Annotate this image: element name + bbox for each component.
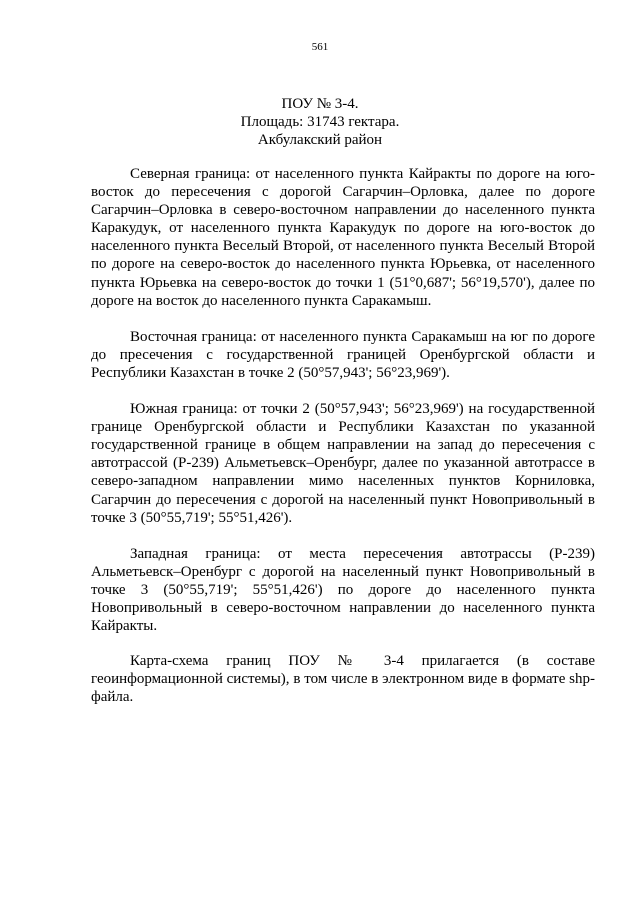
north-boundary-paragraph: Северная граница: от населенного пункта Кайракты по дороге на юго-восток до пересечения с дорогой Сагарчин–Орловка, далее по дороге Сагарчин–Орловка в северо-восточном направлении до населенного пункта Каракудук, от населенного пункта Каракудук по дороге на юго-восток до населенного пункта Веселый Второй, от населенного пункта Веселый Второй по дороге на северо-восток до населенного пункта Юрьевка, от населенного пункта Юрьевка на северо-восток до точки 1 (51°0,687'; 56°19,570'), далее по дороге на восток до населенного пункта Саракамыш.	[91, 166, 595, 309]
district-line: Акбулакский район	[257, 132, 383, 148]
document-title: ПОУ № 3-4.	[281, 96, 359, 112]
area-line: Площадь: 31743 гектара.	[240, 114, 400, 130]
document-body	[91, 165, 595, 724]
south-boundary-paragraph: Южная граница: от точки 2 (50°57,943'; 56°23,969') на государственной границе Оренбургской области и Республики Казахстан по указанной государственной границе в общем направлении на запад до пересечения с автотрассой (Р-239) Альметьевск–Оренбург, далее по указанной автотрассе в северо-западном направлении мимо населенных пунктов Корниловка, Сагарчин до пересечения с дорогой на населенный пункт Новопривольный в точке 3 (50°55,719'; 55°51,426').	[91, 401, 595, 526]
east-boundary-paragraph: Восточная граница: от населенного пункта Саракамыш на юг по дороге до пресечения с государственной границей Оренбургской области и Республики Казахстан в точке 2 (50°57,943'; 56°23,969').	[91, 328, 595, 381]
document-header	[0, 95, 640, 149]
page-number: 561	[311, 41, 329, 53]
map-scheme-paragraph: Карта-схема границ ПОУ № 3-4 прилагается (в составе геоинформационной системы), в том числе в электронном виде в формате shp-файла.	[91, 653, 595, 706]
west-boundary-paragraph: Западная граница: от места пересечения автотрассы (Р-239) Альметьевск–Оренбург с дорогой на населенный пункт Новопривольный в точке 3 (50°55,719'; 55°51,426') по дороге до населенного пункта Новопривольный в северо-восточном направлении до населенного пункта Кайракты.	[91, 545, 595, 635]
